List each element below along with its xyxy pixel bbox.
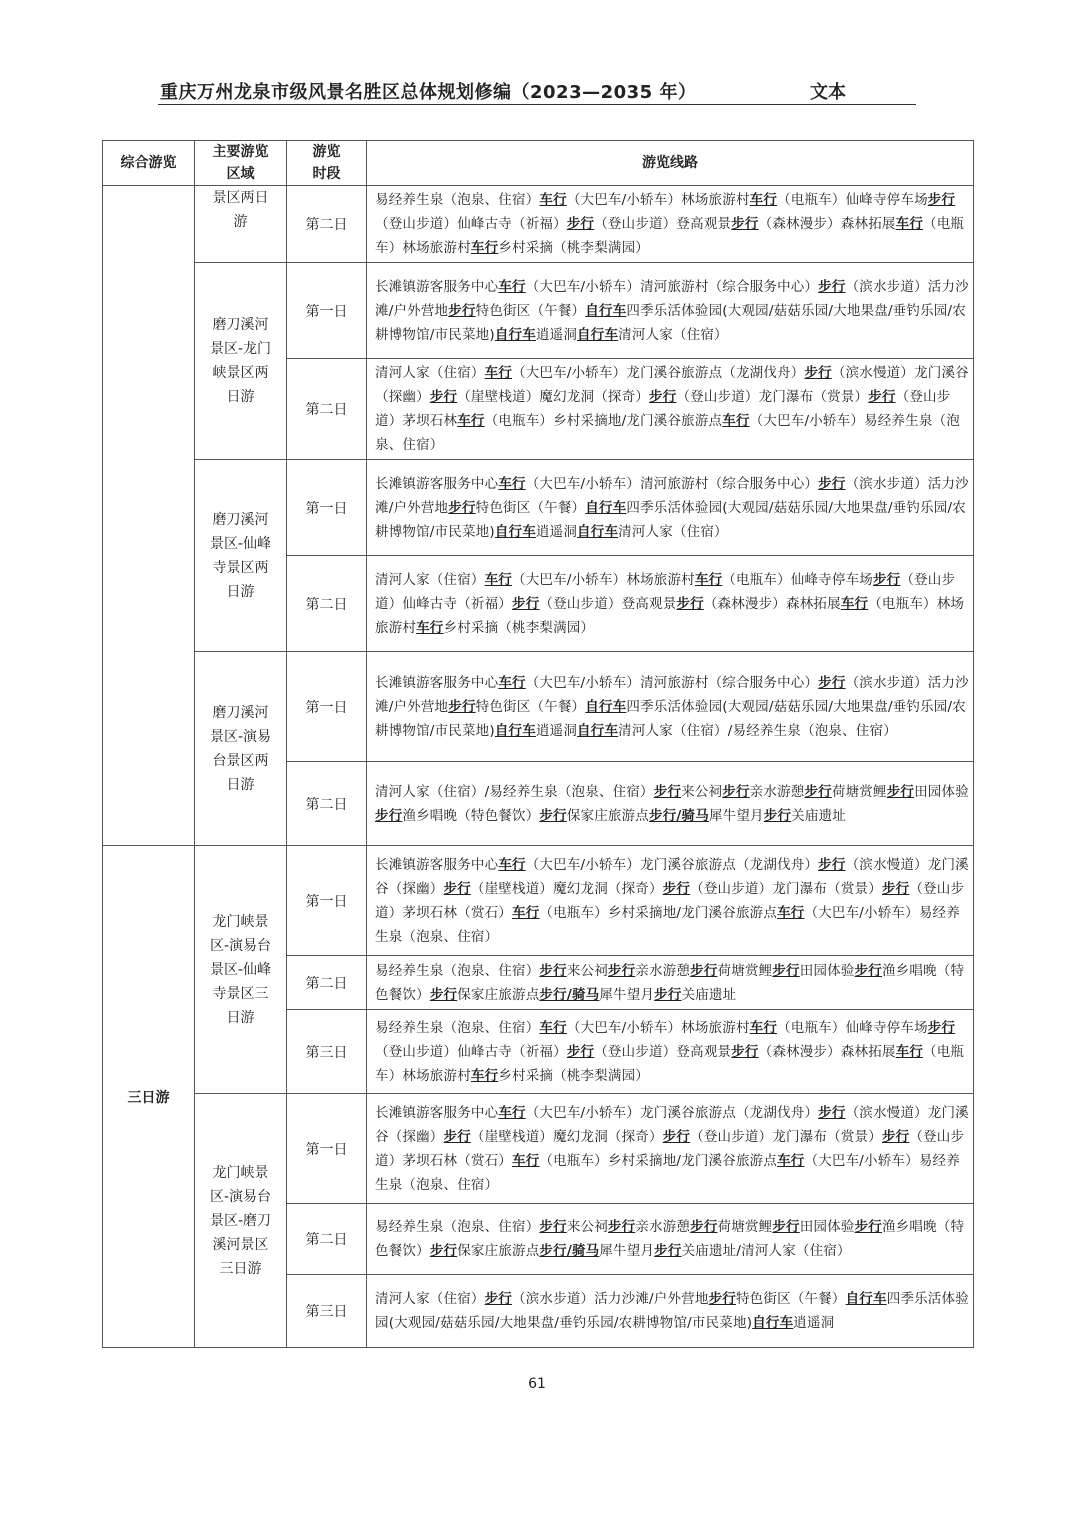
route-text: 来公祠 bbox=[681, 783, 723, 800]
transport-mode: 步行 bbox=[539, 1219, 567, 1235]
area-name-line: 峡景区两 bbox=[212, 365, 269, 381]
area-name-line: 台景区两 bbox=[212, 752, 269, 769]
route-text: 清河人家（住宿）/易经养生泉（泡泉、住宿） bbox=[618, 722, 897, 739]
transport-mode: 步行 bbox=[772, 962, 800, 979]
table-row bbox=[103, 263, 974, 359]
area-name-line: 游 bbox=[233, 214, 248, 230]
route-text: 亲水游憩 bbox=[635, 1219, 691, 1235]
transport-mode: 步行 bbox=[662, 1128, 691, 1145]
transport-mode: 车行 bbox=[749, 192, 778, 208]
area-name-line: 景区-演易 bbox=[209, 728, 272, 745]
route-text: 犀牛望月 bbox=[599, 986, 655, 1003]
route-text: 长滩镇游客服务中心 bbox=[375, 278, 499, 295]
area-name-line: 区-演易台 bbox=[209, 937, 272, 954]
route-cell bbox=[367, 1204, 974, 1275]
transport-mode: 步行 bbox=[818, 856, 846, 873]
route-text: 关庙遗址/清河人家（住宿） bbox=[681, 1243, 851, 1259]
route-text: （崖壁栈道）魔幻龙洞（探奇） bbox=[457, 389, 650, 405]
transport-mode: 步行 bbox=[429, 1243, 458, 1259]
route-text: 渔乡唱晚（特色餐饮） bbox=[375, 1219, 965, 1259]
transport-mode: 步行 bbox=[818, 475, 846, 492]
day-cell: 第二日 bbox=[287, 186, 367, 263]
route-text: （电瓶车）乡村采摘地/龙门溪谷旅游点 bbox=[484, 413, 723, 429]
transport-mode: 自行车 bbox=[585, 698, 627, 715]
transport-mode: 步行 bbox=[722, 783, 750, 800]
transport-mode: 步行 bbox=[886, 783, 915, 800]
table-row bbox=[103, 186, 974, 263]
area-cell bbox=[195, 263, 287, 460]
transport-mode: 自行车 bbox=[577, 722, 619, 739]
route-text: （大巴车/小轿车）清河旅游村（综合服务中心） bbox=[525, 475, 819, 492]
route-text: （崖壁栈道）魔幻龙洞（探奇） bbox=[470, 880, 663, 897]
transport-mode: 步行 bbox=[804, 783, 832, 800]
route-text: 易经养生泉（泡泉、住宿） bbox=[375, 962, 540, 979]
transport-mode: 步行 bbox=[868, 389, 896, 405]
area-name-line: 景区-磨刀 bbox=[209, 1212, 272, 1229]
route-text: （电瓶车）仙峰寺停车场 bbox=[777, 192, 928, 208]
route-text: （大巴车/小轿车）清河旅游村（综合服务中心） bbox=[525, 674, 819, 691]
route-text: （电瓶车）仙峰寺停车场 bbox=[722, 571, 873, 588]
transport-mode: 步行 bbox=[731, 1043, 759, 1060]
area-name-line: 寺景区三 bbox=[212, 985, 269, 1002]
route-text: 清河人家（住宿） bbox=[618, 326, 728, 343]
route-text: 渔乡唱晚（特色餐饮） bbox=[375, 962, 965, 1003]
transport-mode: 步行 bbox=[654, 986, 682, 1003]
tour-type-cell bbox=[103, 186, 195, 846]
route-text: （大巴车/小轿车）易经养生泉（泡泉、住宿） bbox=[375, 413, 960, 453]
area-name-line: 磨刀溪河 bbox=[212, 317, 269, 333]
route-text: （登山步道）茅坝石林（赏石） bbox=[375, 880, 965, 921]
route-text: 关庙遗址 bbox=[681, 986, 737, 1003]
route-text: （登山步道）登高观景 bbox=[594, 216, 732, 232]
route-text: 犀牛望月 bbox=[708, 807, 764, 824]
transport-mode: 车行 bbox=[539, 1019, 567, 1036]
route-text: 四季乐活体验园(大观园/菇菇乐园/大地果盘/垂钓乐园/农耕博物馆/市民菜地) bbox=[375, 698, 966, 739]
transport-mode: 步行 bbox=[566, 1043, 595, 1060]
page-number: 61 bbox=[528, 1376, 546, 1392]
transport-mode: 车行 bbox=[498, 856, 526, 873]
route-text: 荷塘赏鲤 bbox=[717, 962, 773, 979]
route-text: 来公祠 bbox=[566, 1219, 608, 1235]
route-text: （登山步道）龙门瀑布（赏景） bbox=[690, 880, 882, 897]
route-text: 四季乐活体验园(大观园/菇菇乐园/大地果盘/垂钓乐园/农耕博物馆/市民菜地) bbox=[375, 1291, 969, 1331]
day-cell: 第一日 bbox=[287, 1094, 367, 1204]
day-cell: 第一日 bbox=[287, 460, 367, 556]
column-header-period-line: 时段 bbox=[312, 166, 341, 182]
area-cell bbox=[195, 1094, 287, 1348]
route-text: （滨水步道）活力沙滩/户外营地 bbox=[375, 475, 969, 516]
transport-mode: 车行 bbox=[512, 904, 540, 921]
column-header-route: 游览线路 bbox=[367, 141, 974, 186]
transport-mode: 步行 bbox=[772, 1219, 800, 1235]
transport-mode: 步行 bbox=[676, 595, 704, 612]
transport-mode: 步行 bbox=[539, 807, 567, 824]
route-text: 特色街区（午餐） bbox=[475, 698, 586, 715]
route-text: （大巴车/小轿车）易经养生泉（泡泉、住宿） bbox=[375, 904, 960, 945]
day-cell: 第一日 bbox=[287, 846, 367, 956]
table-header-row bbox=[103, 141, 974, 186]
route-cell bbox=[367, 186, 974, 263]
route-text: 荷塘赏鲤 bbox=[717, 1219, 773, 1235]
transport-mode: 步行/骑马 bbox=[649, 807, 709, 824]
table-row bbox=[103, 652, 974, 762]
route-text: （电瓶车）仙峰寺停车场 bbox=[777, 1019, 928, 1036]
transport-mode: 车行 bbox=[470, 240, 499, 256]
area-cell bbox=[195, 460, 287, 652]
transport-mode: 车行 bbox=[694, 571, 723, 588]
transport-mode: 步行 bbox=[818, 1104, 846, 1121]
transport-mode: 步行 bbox=[881, 880, 910, 897]
day-cell: 第三日 bbox=[287, 1275, 367, 1348]
area-name-line: 日游 bbox=[226, 776, 255, 793]
transport-mode: 步行 bbox=[854, 1219, 882, 1235]
route-text: （森林漫步）森林拓展 bbox=[758, 216, 896, 232]
transport-mode: 步行 bbox=[448, 302, 476, 319]
day-cell: 第二日 bbox=[287, 762, 367, 846]
transport-mode: 车行 bbox=[777, 904, 805, 921]
transport-mode: 车行 bbox=[840, 595, 869, 612]
area-name-line: 溪河景区 bbox=[212, 1236, 269, 1253]
table-row bbox=[103, 1094, 974, 1204]
route-cell bbox=[367, 556, 974, 652]
route-text: （电瓶车）林场旅游村 bbox=[375, 216, 965, 256]
area-cell bbox=[195, 846, 287, 1094]
route-text: 长滩镇游客服务中心 bbox=[375, 674, 499, 691]
header-rule bbox=[158, 104, 916, 105]
transport-mode: 自行车 bbox=[845, 1291, 887, 1307]
route-text: （滨水慢道）龙门溪谷（探幽） bbox=[375, 856, 969, 897]
route-cell bbox=[367, 460, 974, 556]
column-header-area-line: 主要游览 bbox=[212, 144, 269, 160]
route-text: 特色街区（午餐） bbox=[475, 499, 586, 516]
transport-mode: 步行 bbox=[448, 698, 476, 715]
document-section-label: 文本 bbox=[810, 82, 846, 103]
day-cell: 第二日 bbox=[287, 359, 367, 460]
transport-mode: 车行 bbox=[895, 216, 924, 232]
route-text: 乡村采摘（桃李梨满园） bbox=[498, 1067, 650, 1084]
transport-mode: 步行 bbox=[512, 595, 540, 612]
route-text: （大巴车/小轿车）龙门溪谷旅游点（龙湖伐舟） bbox=[525, 856, 819, 873]
route-text: 渔乡唱晚（特色餐饮） bbox=[402, 807, 540, 824]
route-text: （电瓶车）林场旅游村 bbox=[375, 1043, 965, 1084]
route-text: 清河人家（住宿） bbox=[375, 365, 485, 381]
route-text: 亲水游憩 bbox=[749, 783, 805, 800]
transport-mode: 车行 bbox=[512, 1152, 540, 1169]
table-body bbox=[103, 186, 974, 1348]
transport-mode: 步行 bbox=[429, 986, 458, 1003]
transport-mode: 车行 bbox=[484, 365, 513, 381]
route-text: （大巴车/小轿车）龙门溪谷旅游点（龙湖伐舟） bbox=[512, 365, 805, 381]
area-cell bbox=[195, 652, 287, 846]
route-text: （滨水慢道）龙门溪谷（探幽） bbox=[375, 1104, 969, 1145]
transport-mode: 车行 bbox=[749, 1019, 778, 1036]
area-name-line: 日游 bbox=[226, 583, 255, 600]
route-text: （登山步道）龙门瀑布（赏景） bbox=[690, 1128, 882, 1145]
route-text: 保家庄旅游点 bbox=[457, 986, 540, 1003]
route-text: 特色街区（午餐） bbox=[475, 302, 586, 319]
transport-mode: 自行车 bbox=[577, 523, 619, 540]
route-text: （电瓶车）乡村采摘地/龙门溪谷旅游点 bbox=[539, 904, 778, 921]
area-name-line: 磨刀溪河 bbox=[212, 511, 269, 528]
route-text: （登山步道）仙峰古寺（祈福） bbox=[375, 571, 956, 612]
route-text: （滨水步道）活力沙滩/户外营地 bbox=[512, 1291, 709, 1307]
route-text: （大巴车/小轿车）林场旅游村 bbox=[566, 1019, 750, 1036]
transport-mode: 步行 bbox=[375, 807, 403, 824]
route-text: 清河人家（住宿） bbox=[375, 571, 485, 588]
route-text: （大巴车/小轿车）易经养生泉（泡泉、住宿） bbox=[375, 1152, 960, 1193]
transport-mode: 步行 bbox=[429, 389, 458, 405]
route-text: （森林漫步）森林拓展 bbox=[758, 1043, 896, 1060]
transport-mode: 步行 bbox=[448, 499, 476, 516]
route-text: （森林漫步）森林拓展 bbox=[703, 595, 841, 612]
transport-mode: 步行 bbox=[607, 962, 636, 979]
route-text: 长滩镇游客服务中心 bbox=[375, 1104, 499, 1121]
route-text: 四季乐活体验园(大观园/菇菇乐园/大地果盘/垂钓乐园/农耕博物馆/市民菜地) bbox=[375, 499, 966, 540]
route-text: （崖壁栈道）魔幻龙洞（探奇） bbox=[470, 1128, 663, 1145]
route-text: （登山步道）登高观景 bbox=[539, 595, 677, 612]
route-text: （登山步道）茅坝石林（赏石） bbox=[375, 1128, 965, 1169]
transport-mode: 车行 bbox=[895, 1043, 924, 1060]
route-text: （大巴车/小轿车）清河旅游村（综合服务中心） bbox=[525, 278, 819, 295]
transport-mode: 步行 bbox=[927, 1019, 956, 1036]
transport-mode: 车行 bbox=[498, 475, 526, 492]
transport-mode: 车行 bbox=[777, 1152, 805, 1169]
route-text: 来公祠 bbox=[566, 962, 608, 979]
transport-mode: 步行 bbox=[539, 962, 567, 979]
transport-mode: 步行/骑马 bbox=[539, 1243, 600, 1259]
area-name-line: 景区-仙峰 bbox=[209, 961, 272, 978]
route-text: 四季乐活体验园(大观园/菇菇乐园/大地果盘/垂钓乐园/农耕博物馆/市民菜地) bbox=[375, 302, 966, 343]
route-text: 荷塘赏鲤 bbox=[831, 783, 887, 800]
route-text: （登山步道）登高观景 bbox=[594, 1043, 732, 1060]
transport-mode: 车行 bbox=[498, 1104, 526, 1121]
transport-mode: 步行 bbox=[818, 674, 846, 691]
route-text: 易经养生泉（泡泉、住宿） bbox=[375, 1019, 540, 1036]
transport-mode: 步行 bbox=[818, 278, 846, 295]
route-cell bbox=[367, 846, 974, 956]
transport-mode: 步行 bbox=[763, 807, 792, 824]
route-text: 逍遥洞 bbox=[793, 1315, 835, 1331]
route-cell bbox=[367, 1010, 974, 1094]
area-name-line: 龙门峡景 bbox=[212, 913, 269, 930]
route-text: 乡村采摘（桃李梨满园） bbox=[443, 619, 595, 636]
transport-mode: 自行车 bbox=[752, 1315, 794, 1331]
transport-mode: 自行车 bbox=[577, 326, 619, 343]
route-text: 乡村采摘（桃李梨满园） bbox=[498, 240, 650, 256]
area-name-line: 区-演易台 bbox=[209, 1188, 272, 1205]
transport-mode: 步行 bbox=[731, 216, 759, 232]
transport-mode: 车行 bbox=[457, 413, 485, 429]
column-header-tour-type: 综合游览 bbox=[103, 141, 195, 186]
route-cell bbox=[367, 263, 974, 359]
table-row bbox=[103, 846, 974, 956]
transport-mode: 车行 bbox=[539, 192, 567, 208]
transport-mode: 步行 bbox=[927, 192, 956, 208]
route-text: （大巴车/小轿车）龙门溪谷旅游点（龙湖伐舟） bbox=[525, 1104, 819, 1121]
route-text: 易经养生泉（泡泉、住宿） bbox=[375, 1219, 540, 1235]
route-text: 田园体验 bbox=[799, 1219, 855, 1235]
transport-mode: 车行 bbox=[498, 674, 526, 691]
transport-mode: 车行 bbox=[484, 571, 513, 588]
area-name-line: 日游 bbox=[226, 1009, 255, 1026]
route-text: 长滩镇游客服务中心 bbox=[375, 475, 499, 492]
transport-mode: 步行 bbox=[484, 1291, 513, 1307]
route-cell bbox=[367, 762, 974, 846]
day-cell: 第三日 bbox=[287, 1010, 367, 1094]
route-text: （滨水步道）活力沙滩/户外营地 bbox=[375, 278, 969, 319]
transport-mode: 自行车 bbox=[585, 499, 627, 516]
day-cell: 第二日 bbox=[287, 556, 367, 652]
transport-mode: 自行车 bbox=[494, 523, 536, 540]
route-text: 保家庄旅游点 bbox=[566, 807, 650, 824]
route-text: 清河人家（住宿）/易经养生泉（泡泉、住宿） bbox=[375, 783, 654, 800]
route-text: （登山步道）仙峰古寺（祈福） bbox=[375, 216, 567, 232]
area-name-line: 磨刀溪河 bbox=[212, 704, 269, 721]
route-text: 长滩镇游客服务中心 bbox=[375, 856, 499, 873]
transport-mode: 步行 bbox=[690, 962, 718, 979]
transport-mode: 步行 bbox=[854, 962, 882, 979]
transport-mode: 步行 bbox=[566, 216, 595, 232]
transport-mode: 车行 bbox=[498, 278, 526, 295]
transport-mode: 步行 bbox=[662, 880, 691, 897]
transport-mode: 自行车 bbox=[494, 722, 536, 739]
transport-mode: 步行 bbox=[881, 1128, 910, 1145]
route-cell bbox=[367, 956, 974, 1010]
transport-mode: 步行/骑马 bbox=[539, 986, 600, 1003]
route-text: 逍遥洞 bbox=[535, 326, 578, 343]
route-text: 逍遥洞 bbox=[535, 722, 578, 739]
area-cell bbox=[195, 186, 287, 263]
transport-mode: 步行 bbox=[443, 1128, 471, 1145]
route-cell bbox=[367, 1275, 974, 1348]
area-name-line: 日游 bbox=[226, 389, 255, 405]
route-text: 亲水游憩 bbox=[635, 962, 691, 979]
day-cell: 第二日 bbox=[287, 956, 367, 1010]
route-text: （大巴车/小轿车）林场旅游村 bbox=[512, 571, 695, 588]
route-text: 关庙遗址 bbox=[791, 807, 846, 824]
area-name-line: 景区-龙门 bbox=[209, 341, 272, 357]
transport-mode: 车行 bbox=[470, 1067, 499, 1084]
route-text: 犀牛望月 bbox=[599, 1243, 655, 1259]
route-text: 田园体验 bbox=[914, 783, 969, 800]
day-cell: 第一日 bbox=[287, 263, 367, 359]
transport-mode: 步行 bbox=[872, 571, 901, 588]
transport-mode: 车行 bbox=[722, 413, 750, 429]
route-text: （滨水步道）活力沙滩/户外营地 bbox=[375, 674, 969, 715]
transport-mode: 步行 bbox=[649, 389, 677, 405]
transport-mode: 步行 bbox=[804, 365, 832, 381]
route-text: （滨水慢道）龙门溪谷（探幽） bbox=[375, 365, 969, 405]
route-text: 保家庄旅游点 bbox=[457, 1243, 540, 1259]
transport-mode: 步行 bbox=[654, 1243, 682, 1259]
document-title: 重庆万州龙泉市级风景名胜区总体规划修编（2023—2035 年） bbox=[160, 82, 697, 103]
transport-mode: 步行 bbox=[443, 880, 471, 897]
column-header-period-line: 游览 bbox=[312, 144, 341, 160]
route-text: （登山步道）茅坝石林 bbox=[375, 389, 951, 429]
transport-mode: 步行 bbox=[708, 1291, 736, 1307]
column-header-area bbox=[195, 141, 287, 186]
day-cell: 第二日 bbox=[287, 1204, 367, 1275]
route-text: 特色街区（午餐） bbox=[735, 1291, 846, 1307]
route-cell bbox=[367, 1094, 974, 1204]
route-text: 清河人家（住宿） bbox=[375, 1291, 485, 1307]
table-row bbox=[103, 460, 974, 556]
area-name-line: 景区两日 bbox=[212, 190, 269, 206]
transport-mode: 步行 bbox=[690, 1219, 718, 1235]
route-text: （电瓶车）乡村采摘地/龙门溪谷旅游点 bbox=[539, 1152, 778, 1169]
area-name-line: 三日游 bbox=[219, 1260, 262, 1277]
route-text: 清河人家（住宿） bbox=[618, 523, 728, 540]
area-name-line: 寺景区两 bbox=[212, 559, 269, 576]
column-header-area-line: 区域 bbox=[226, 166, 255, 182]
transport-mode: 自行车 bbox=[585, 302, 627, 319]
route-text: （登山步道）龙门瀑布（赏景） bbox=[676, 389, 869, 405]
transport-mode: 自行车 bbox=[494, 326, 536, 343]
area-name-line: 景区-仙峰 bbox=[209, 535, 272, 552]
day-cell: 第一日 bbox=[287, 652, 367, 762]
transport-mode: 步行 bbox=[607, 1219, 636, 1235]
transport-mode: 车行 bbox=[416, 619, 444, 636]
route-text: 易经养生泉（泡泉、住宿） bbox=[375, 192, 540, 208]
tour-type-cell: 三日游 bbox=[103, 846, 195, 1348]
area-name-line: 龙门峡景 bbox=[212, 1164, 269, 1181]
column-header-period bbox=[287, 141, 367, 186]
route-cell bbox=[367, 652, 974, 762]
transport-mode: 步行 bbox=[653, 783, 682, 800]
route-text: （大巴车/小轿车）林场旅游村 bbox=[566, 192, 750, 208]
route-text: 田园体验 bbox=[799, 962, 855, 979]
route-text: （电瓶车）林场旅游村 bbox=[375, 595, 965, 636]
route-text: （登山步道）仙峰古寺（祈福） bbox=[375, 1043, 567, 1060]
route-text: 逍遥洞 bbox=[535, 523, 578, 540]
route-cell bbox=[367, 359, 974, 460]
tour-routes-table bbox=[102, 140, 974, 1348]
